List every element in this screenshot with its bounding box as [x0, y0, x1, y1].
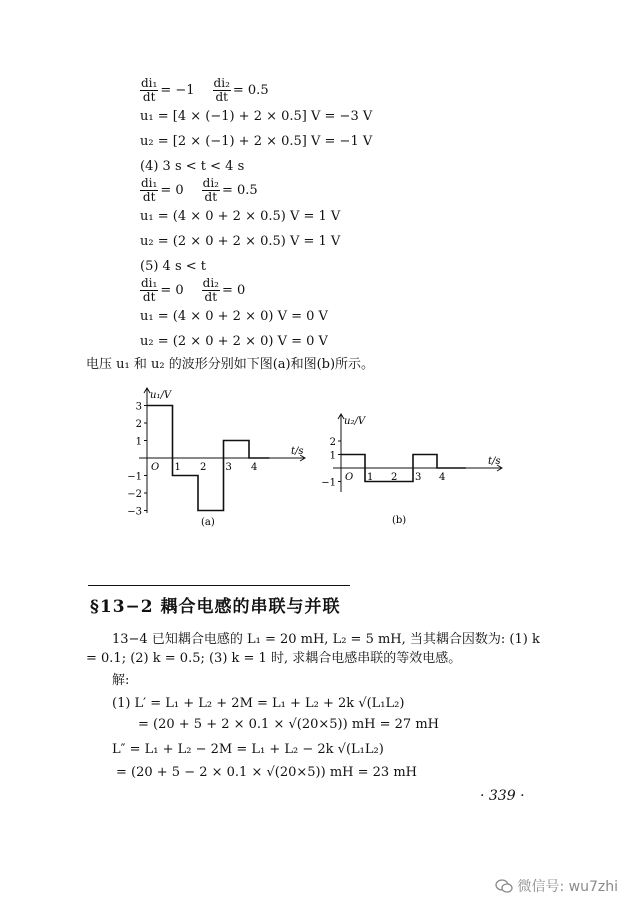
derivation-line: u₁ = (4 × 0 + 2 × 0.5) V = 1 V [140, 209, 341, 224]
x-tick-label: 4 [251, 462, 258, 473]
derivative-fraction [140, 77, 158, 104]
x-axis-label: t/s [291, 446, 304, 457]
derivative-value: = 0 [160, 182, 184, 198]
x-tick-label: 2 [391, 472, 398, 483]
section-rule [88, 585, 350, 586]
x-axis-label: t/s [488, 456, 501, 467]
figure-label: (b) [392, 515, 407, 526]
fraction-numerator: di₁ [141, 276, 158, 290]
x-tick-label: 3 [415, 472, 422, 483]
y-axis-label: u₁/V [150, 390, 172, 401]
y-axis-label: u₂/V [344, 416, 366, 427]
x-tick-label: 2 [200, 462, 207, 473]
derivation-line: (5) 4 s < t [140, 259, 207, 274]
derivation-line: u₁ = (4 × 0 + 2 × 0) V = 0 V [140, 309, 328, 324]
derivative-value: = 0 [221, 282, 246, 298]
derivative-line [140, 277, 263, 304]
y-tick-label: 1 [135, 436, 142, 448]
solve-label: 解: [112, 673, 130, 688]
y-tick-label: 3 [135, 401, 142, 413]
derivative-line [140, 177, 276, 204]
x-tick-label: O [151, 462, 160, 473]
watermark [495, 876, 618, 896]
fraction-numerator: di₁ [141, 176, 158, 190]
derivative-fraction [202, 177, 220, 204]
figure-label: (a) [201, 517, 215, 528]
fraction-numerator: di₁ [141, 76, 158, 90]
derivative-value: = 0 [160, 282, 184, 298]
fraction-numerator: di₂ [202, 176, 219, 190]
problem-line-1: 13−4 已知耦合电感的 L₁ = 20 mH, L₂ = 5 mH, 当其耦合因数为: (1) k [112, 632, 540, 647]
fraction-denominator: dt [215, 90, 228, 104]
page-number: · 339 · [480, 788, 525, 804]
fraction-denominator: dt [142, 290, 156, 304]
derivation-line: u₂ = (2 × 0 + 2 × 0) V = 0 V [140, 334, 328, 349]
fraction-denominator: dt [142, 190, 156, 204]
x-tick-label: 3 [225, 462, 232, 473]
equation-4: = (20 + 5 − 2 × 0.1 × √(20×5)) mH = 23 mH [116, 765, 417, 780]
derivative-fraction [140, 177, 158, 204]
fraction-numerator: di₂ [213, 76, 230, 90]
y-tick-label: −2 [127, 489, 142, 500]
section-title: §13−2 耦合电感的串联与并联 [90, 597, 341, 617]
x-tick-label: 1 [174, 462, 181, 473]
fraction-numerator: di₂ [202, 276, 219, 290]
derivative-value: = −1 [160, 82, 195, 98]
equation-2: = (20 + 5 + 2 × 0.1 × √(20×5)) mH = 27 mH [138, 717, 439, 732]
x-tick-label: 1 [367, 472, 374, 483]
derivative-fraction [202, 277, 220, 304]
y-tick-label: −1 [321, 477, 336, 489]
waveform-caption: 电压 u₁ 和 u₂ 的波形分别如下图(a)和图(b)所示。 [86, 357, 375, 372]
fraction-denominator: dt [204, 190, 218, 204]
equation-3: L″ = L₁ + L₂ − 2M = L₁ + L₂ − 2k √(L₁L₂) [112, 742, 384, 757]
y-tick-label: −1 [127, 471, 142, 483]
derivative-fraction [140, 277, 158, 304]
derivative-value: = 0.5 [232, 82, 269, 98]
watermark-text: 微信号: wu7zhi [517, 879, 618, 895]
problem-line-2: = 0.1; (2) k = 0.5; (3) k = 1 时, 求耦合电感串联的等效电感。 [86, 651, 462, 666]
derivation-line: (4) 3 s < t < 4 s [140, 159, 245, 174]
y-tick-label: 2 [329, 437, 336, 448]
derivative-fraction [213, 77, 231, 104]
wechat-icon [495, 878, 513, 894]
fraction-denominator: dt [142, 90, 156, 104]
fraction-denominator: dt [204, 290, 218, 304]
x-tick-label: O [345, 472, 354, 483]
x-tick-label: 4 [439, 472, 446, 483]
y-tick-label: 1 [329, 450, 336, 462]
derivation-line: u₂ = [2 × (−1) + 2 × 0.5] V = −1 V [140, 134, 373, 149]
y-tick-label: 2 [135, 419, 142, 430]
derivation-line: u₂ = (2 × 0 + 2 × 0.5) V = 1 V [140, 234, 341, 249]
waveform-chart-a [120, 383, 320, 533]
derivative-value: = 0.5 [221, 182, 258, 198]
waveform-chart-b [320, 406, 520, 556]
derivative-line [140, 77, 287, 104]
equation-1: (1) L′ = L₁ + L₂ + 2M = L₁ + L₂ + 2k √(L₁L₂) [112, 696, 405, 711]
derivation-line: u₁ = [4 × (−1) + 2 × 0.5] V = −3 V [140, 109, 373, 124]
y-tick-label: −3 [127, 506, 142, 518]
